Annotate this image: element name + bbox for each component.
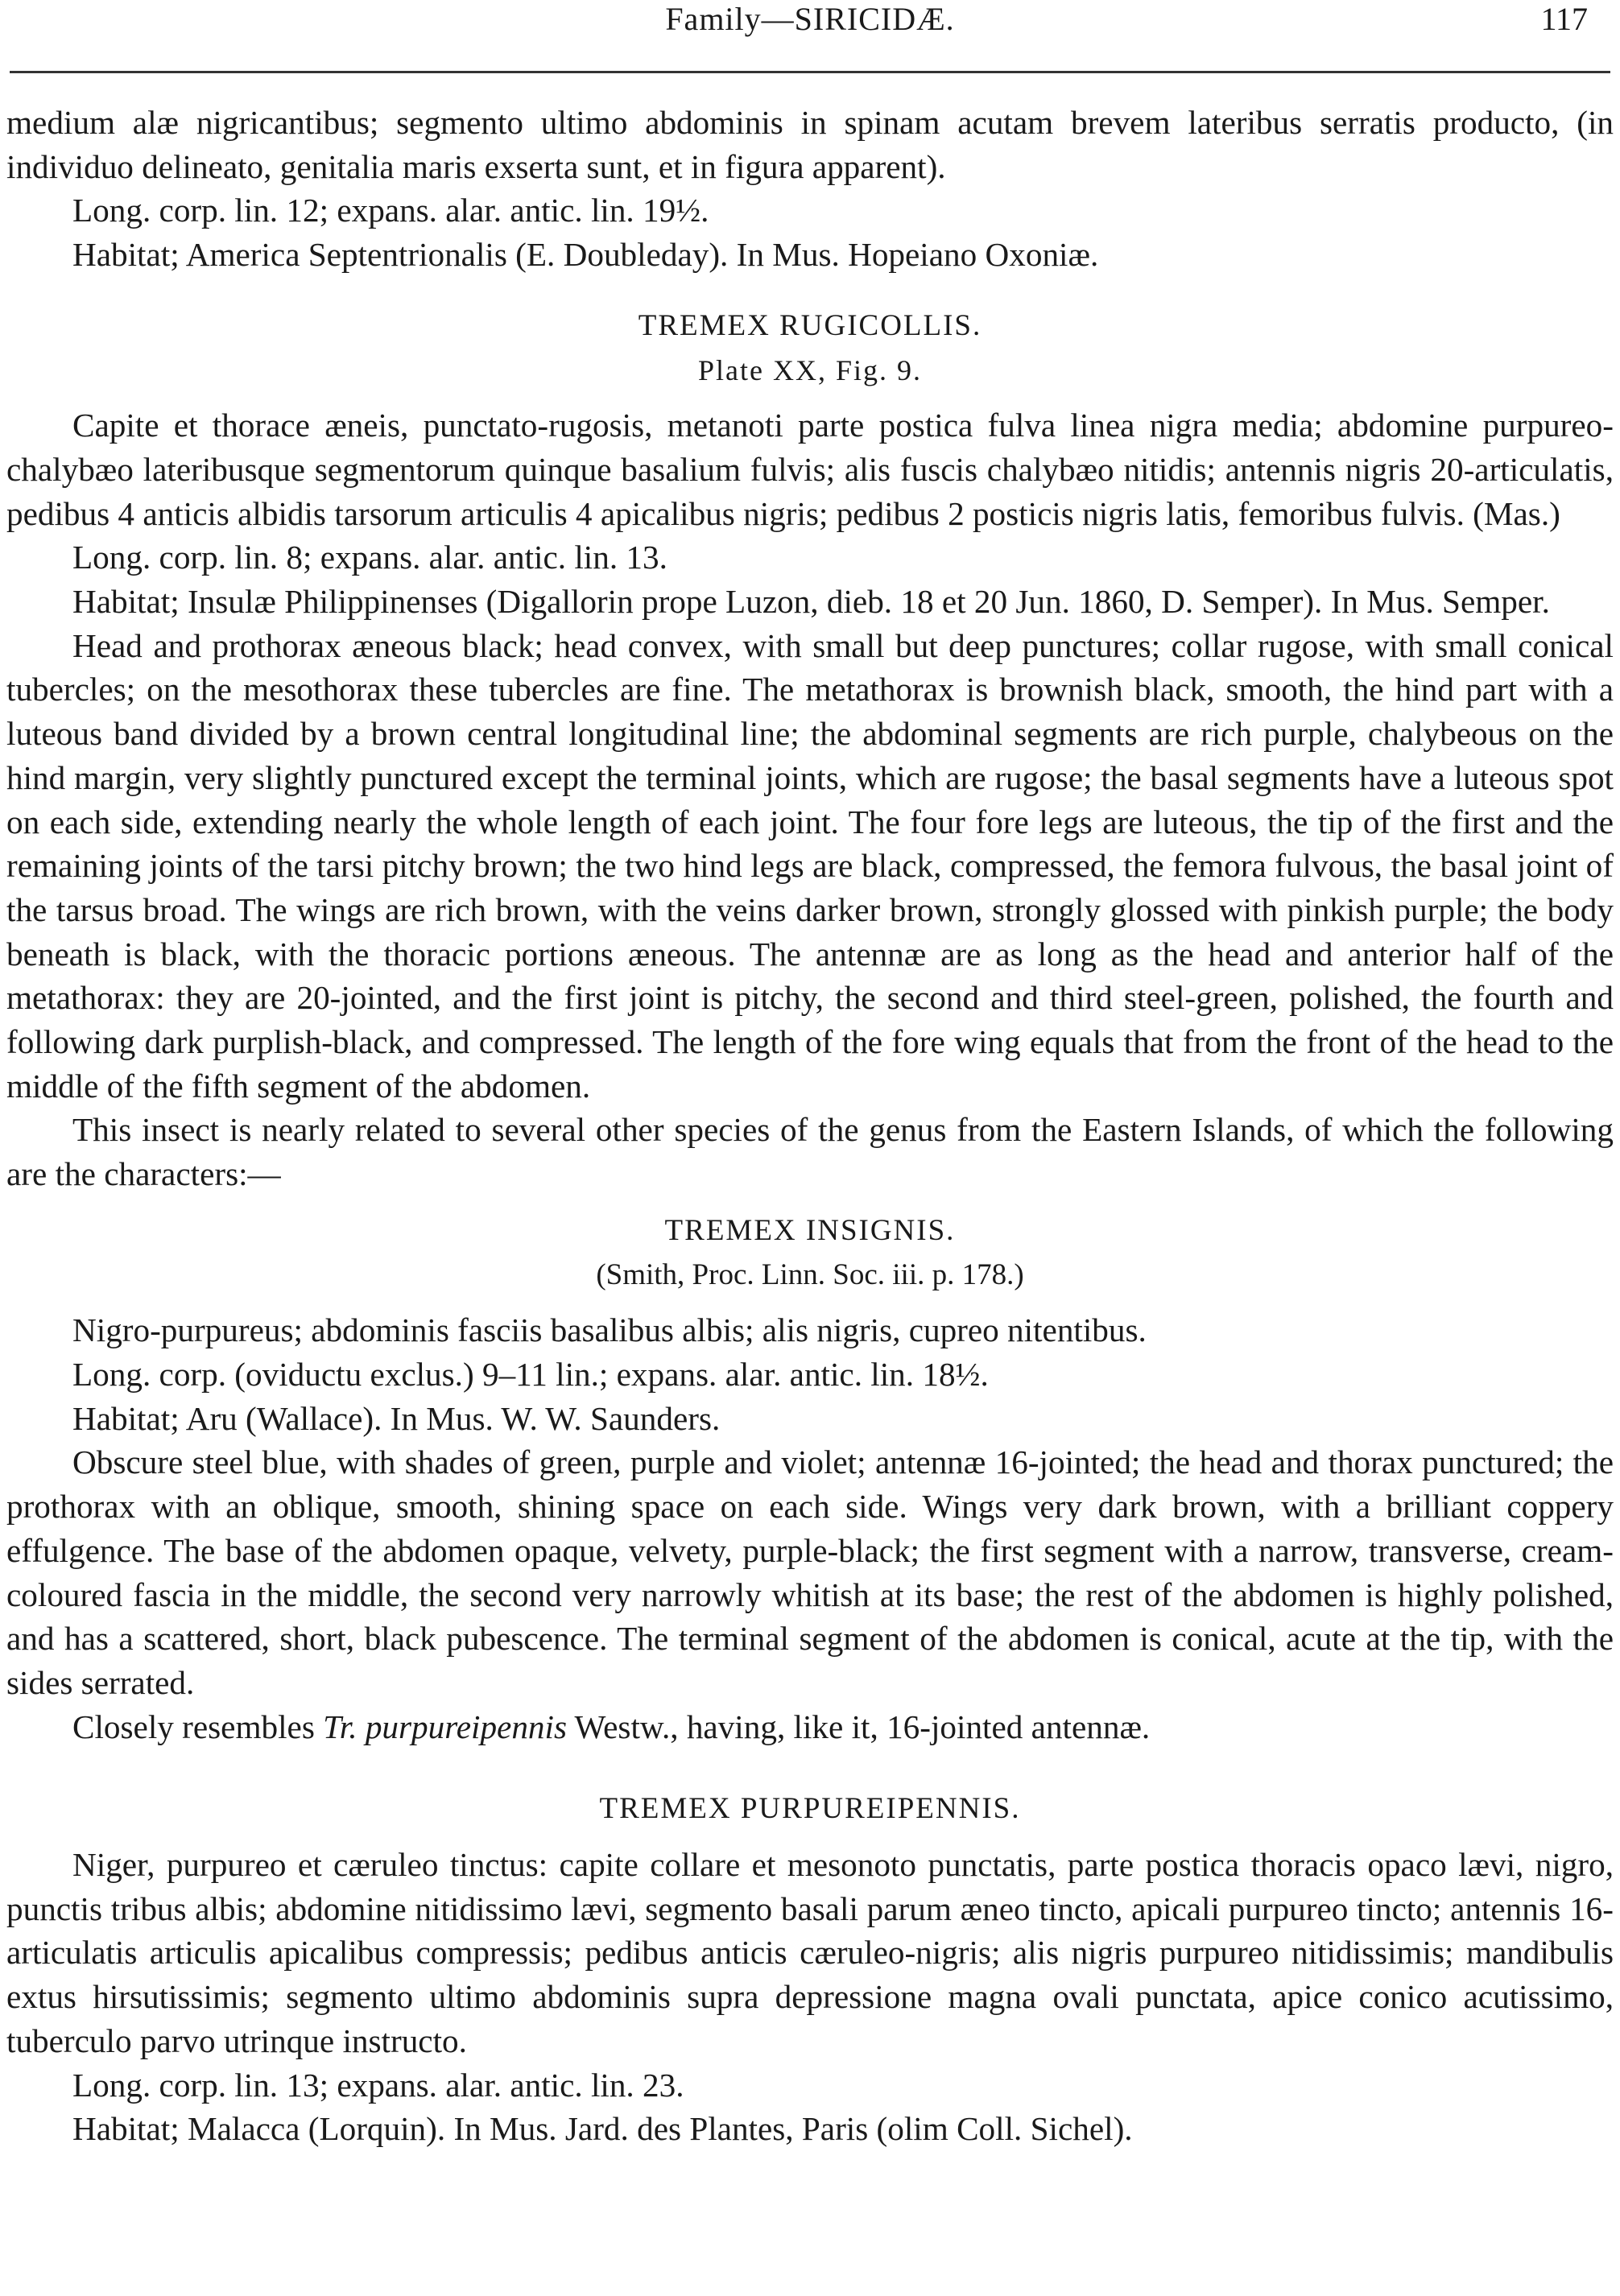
- running-head: Family—SIRICIDÆ.: [665, 1, 955, 37]
- latin-diagnosis-purpureipennis: Niger, purpureo et cæruleo tinctus: capite collare et mesonoto punctatis, parte postica thoracis opaco lævi, nigro, punctis tribus albis; abdomine nitidissimo lævi, segmento basali parum æneo tincto, apicali purpureo tincto; antennis 16-articulatis articulis apicalibus compressis; pedibus anticis cæruleo-nigris; alis nigris purpureo nitidissimis; mandibulis extus hirsutissimis; segmento ultimo abdominis supra depressione magna ovali punctata, apice conico acutissimo, tuberculo parvo utrinque instructo.: [6, 1846, 1614, 2059]
- species-heading-purpureipennis: TREMEX PURPUREIPENNIS.: [599, 1792, 1021, 1826]
- measurement-line: Long. corp. lin. 12; expans. alar. antic. lin. 19½.: [72, 192, 709, 229]
- species-name-italic: Tr. purpureipennis: [323, 1708, 567, 1745]
- species-heading-insignis: TREMEX INSIGNIS.: [664, 1213, 956, 1247]
- latin-diagnosis-insignis: Nigro-purpureus; abdominis fasciis basalibus albis; alis nigris, cupreo nitentibus.: [72, 1311, 1147, 1349]
- measurement-line-purpureipennis: Long. corp. lin. 13; expans. alar. antic. lin. 23.: [72, 2066, 684, 2104]
- header-rule: [10, 71, 1610, 73]
- measurement-line-insignis: Long. corp. (oviductu exclus.) 9–11 lin.; expans. alar. antic. lin. 18½.: [72, 1355, 989, 1393]
- description-insignis: Obscure steel blue, with shades of green, purple and violet; antennæ 16-jointed; the head and thorax punctured; the prothorax with an oblique, smooth, shining space on each side. Wings very dark brown, with a brilliant coppery effulgence. The base of the abdomen opaque, velvety, purple-black; the first segment with a narrow, transverse, cream-coloured fascia in the middle, the second very narrowly whitish at its base; the rest of the abdomen is highly polished, and has a scattered, short, black pubescence. The terminal segment of the abdomen is conical, acute at the tip, with the sides serrated.: [6, 1443, 1614, 1701]
- resemblance-note: [6, 1705, 1614, 1749]
- plate-reference: Plate XX, Fig. 9.: [697, 353, 922, 386]
- continued-paragraph: medium alæ nigricantibus; segmento ultimo abdominis in spinam acutam brevem lateribus serratis producto, (in individuo delineato, genitalia maris exserta sunt, et in figura apparent).: [6, 104, 1614, 185]
- species-heading-rugicollis: TREMEX RUGICOLLIS.: [638, 308, 982, 342]
- latin-diagnosis-rugicollis: Capite et thorace æneis, punctato-rugosis, metanoti parte postica fulva linea nigra media; abdomine purpureo-chalybæo lateribusque segmentorum quinque basalium fulvis; alis fuscis chalybæo nitidis; antennis nigris 20-articulatis, pedibus 4 anticis albidis tarsorum articulis 4 apicalibus nigris; pedibus 2 posticis nigris latis, femoribus fulvis. (Mas.): [6, 407, 1614, 532]
- habitat-line-purpureipennis: Habitat; Malacca (Lorquin). In Mus. Jard. des Plantes, Paris (olim Coll. Sichel).: [72, 2110, 1133, 2148]
- relation-paragraph: This insect is nearly related to several other species of the genus from the Eastern Islands, of which the following are the characters:—: [6, 1111, 1614, 1193]
- page-header: [6, 0, 1614, 42]
- page-number: 117: [1540, 1, 1588, 37]
- resemblance-text-before: Closely resembles: [72, 1708, 324, 1745]
- citation-insignis: (Smith, Proc. Linn. Soc. iii. p. 178.): [596, 1257, 1024, 1291]
- description-rugicollis: Head and prothorax æneous black; head convex, with small but deep punctures; collar rugose, with small conical tubercles; on the mesothorax these tubercles are fine. The metathorax is brownish black, smooth, the hind part with a luteous band divided by a brown central longitudinal line; the abdominal segments are rich purple, chalybeous on the hind margin, very slightly punctured except the terminal joints, which are rugose; the basal segments have a luteous spot on each side, extending nearly the whole length of each joint. The four fore legs are luteous, the tip of the first and the remaining joints of the tarsi pitchy brown; the two hind legs are black, compressed, the femora fulvous, the basal joint of the tarsus broad. The wings are rich brown, with the veins darker brown, strongly glossed with pinkish purple; the body beneath is black, with the thoracic portions æneous. The antennæ are as long as the head and anterior half of the metathorax: they are 20-jointed, and the first joint is pitchy, the second and third steel-green, polished, the fourth and following dark purplish-black, and compressed. The length of the fore wing equals that from the front of the head to the middle of the fifth segment of the abdomen.: [6, 626, 1614, 1105]
- habitat-line: Habitat; America Septentrionalis (E. Doubleday). In Mus. Hopeiano Oxoniæ.: [72, 236, 1099, 274]
- measurement-line-rugicollis: Long. corp. lin. 8; expans. alar. antic. lin. 13.: [72, 539, 667, 576]
- habitat-line-insignis: Habitat; Aru (Wallace). In Mus. W. W. Saunders.: [72, 1399, 721, 1437]
- habitat-line-rugicollis: Habitat; Insulæ Philippinenses (Digallorin prope Luzon, dieb. 18 et 20 Jun. 1860, D. Semper). In Mus. Semper.: [72, 583, 1550, 621]
- resemblance-text-after: Westw., having, like it, 16-jointed antennæ.: [567, 1708, 1151, 1745]
